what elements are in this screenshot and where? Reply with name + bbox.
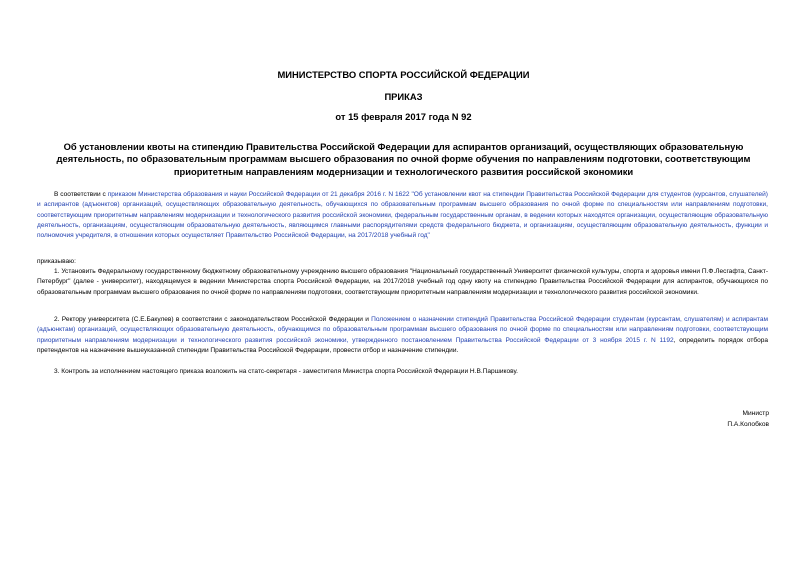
document-title: Об установлении квоты на стипендию Правительства Российской Федерации для аспирантов организаций, осуществляющих образовательную деятельность, по образовательным программам высшего образования по очной форме обучения по направлениям подготовки, соответствующим приоритетным направлениям модернизации и технологического развития российской экономики bbox=[56, 141, 751, 177]
signature-name: П.А.Колобков bbox=[727, 420, 769, 428]
signature-position: Министр bbox=[742, 410, 769, 417]
item-2-text-after: , определить порядок отбора претендентов на назначение вышеуказанной стипендии Правительства Российской Федерации, провести отбор и назначение стипендии. bbox=[37, 336, 768, 354]
preamble-text: В соответствии с bbox=[54, 191, 108, 198]
ministry-heading: МИНИСТЕРСТВО СПОРТА РОССИЙСКОЙ ФЕДЕРАЦИИ bbox=[277, 69, 530, 80]
item-2-text-before: 2. Ректору университета (С.Е.Бакулев) в соответствии с законодательством Российской Федерации и bbox=[54, 316, 372, 323]
preamble-paragraph bbox=[37, 190, 768, 241]
order-word: приказываю: bbox=[37, 258, 76, 265]
item-2-paragraph bbox=[37, 315, 768, 356]
doc-type-heading: ПРИКАЗ bbox=[384, 91, 423, 102]
regulation-link[interactable]: Положением о назначении стипендий Правительства Российской Федерации студентам (курсантам, слушателям) и аспирантам (адъюнктам) организаций, осуществляющих образовательную деятельность, обучающимся по образовательным программам высшего образования по очной форме по специальностям или направлениям подготовки, соответствующим приоритетным направлениям модернизации и технологического развития российской экономики, утвержденного постановлением Правительства Российской Федерации от 3 ноября 2015 г. N 1192 bbox=[37, 316, 768, 344]
item-3-paragraph: 3. Контроль за исполнением настоящего приказа возложить на статс-секретаря - заместителя Министра спорта Российской Федерации Н.В.Паршикову. bbox=[54, 368, 518, 375]
preamble-order-link[interactable]: приказом Министерства образования и науки Российской Федерации от 21 декабря 2016 г. N 1622 "Об установлении квот на стипендии Правительства Российской Федерации для студентов (курсантов, слушателей) и аспирантов (адъюнктов) организаций, осуществляющих образовательную деятельность, обучающихся по образовательным программам высшего образования по очной форме по специальностям или направлениям подготовки, соответствующим приоритетным направлениям модернизации и технологического развития российской экономики, федеральным государственным органам, в ведении которых находятся организации, осуществляющие образовательную деятельность, организациям, осуществляющим образовательную деятельность, являющимся главными распорядителями средств федерального бюджета, и организациям, осуществляющим образовательную деятельность, функции и полномочия учредителя, в отношении которых осуществляет Правительство Российской Федерации, на 2017/2018 учебный год" bbox=[37, 191, 768, 240]
date-number-heading: от 15 февраля 2017 года N 92 bbox=[335, 111, 472, 122]
item-1-paragraph: 1. Установить Федеральному государственному бюджетному образовательному учреждению высшего образования "Национальный государственный Университет физической культуры, спорта и здоровья имени П.Ф.Лесгафта, Санкт-Петербург" (далее - университет), находящемуся в ведении Министерства спорта Российской Федерации, на 2017/2018 учебный год одну квоту на стипендию Правительства Российской Федерации для аспирантов, обучающихся по образовательным программам высшего образования по очной форме по направлениям подготовки, соответствующим приоритетным направлениям модернизации и технологического развития российской экономики. bbox=[37, 268, 768, 296]
signature-block bbox=[727, 409, 769, 431]
